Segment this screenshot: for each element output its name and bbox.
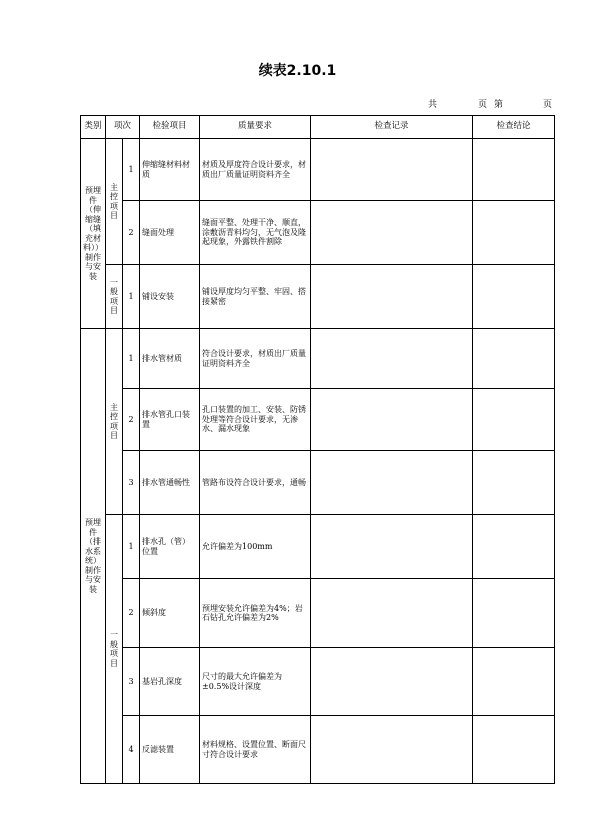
table-row: [81, 648, 555, 716]
group-label-cell: 主控项目: [106, 329, 123, 515]
table-row: [81, 515, 555, 579]
table-row: [81, 265, 555, 329]
conclusion-cell[interactable]: [473, 515, 555, 579]
table-row: [81, 451, 555, 515]
item-no: 2: [123, 389, 140, 451]
item-name: 伸缩缝材料材质: [140, 139, 200, 201]
record-cell[interactable]: [311, 451, 473, 515]
header-item-no: 项次: [106, 116, 140, 139]
record-cell[interactable]: [311, 515, 473, 579]
item-name: 铺设安装: [140, 265, 200, 329]
item-name: 排水管孔口装置: [140, 389, 200, 451]
conclusion-cell[interactable]: [473, 579, 555, 648]
inspection-table: [80, 115, 555, 784]
page-unit-label: 页: [478, 100, 488, 110]
group-label-cell: 一般项目: [106, 515, 123, 784]
category-cell: 预埋件（排水系统）制作与安装: [81, 329, 106, 784]
item-no: 1: [123, 139, 140, 201]
table-row: [81, 139, 555, 201]
header-item: 检验项目: [140, 116, 200, 139]
record-cell[interactable]: [311, 265, 473, 329]
record-cell[interactable]: [311, 389, 473, 451]
conclusion-cell[interactable]: [473, 139, 555, 201]
category-cell: 预埋件（伸缩缝（填充材料））制作与安装: [81, 139, 106, 329]
page-unit-label-2: 页: [543, 100, 553, 110]
item-name: 排水管材质: [140, 329, 200, 389]
conclusion-cell[interactable]: [473, 389, 555, 451]
record-cell[interactable]: [311, 716, 473, 784]
item-requirement: 预埋安装允许偏差为4%；岩石钻孔允许偏差为2%: [200, 579, 311, 648]
item-no: 3: [123, 451, 140, 515]
conclusion-cell[interactable]: [473, 648, 555, 716]
table-row: [81, 716, 555, 784]
header-conclusion: 检查结论: [473, 116, 555, 139]
header-quality: 质量要求: [200, 116, 311, 139]
item-requirement: 孔口装置的加工、安装、防锈处理等符合设计要求，无渗水、漏水现象: [200, 389, 311, 451]
item-no: 1: [123, 515, 140, 579]
record-cell[interactable]: [311, 648, 473, 716]
item-requirement: 铺设厚度均匀平整、牢固、搭接紧密: [200, 265, 311, 329]
header-record: 检查记录: [311, 116, 473, 139]
item-no: 3: [123, 648, 140, 716]
record-cell[interactable]: [311, 201, 473, 265]
item-requirement: 符合设计要求，材质出厂质量证明资料齐全: [200, 329, 311, 389]
table-row: [81, 389, 555, 451]
page-number-label: 第: [494, 100, 504, 110]
item-name: 反滤装置: [140, 716, 200, 784]
item-name: 排水孔（管）位置: [140, 515, 200, 579]
item-requirement: 允许偏差为100mm: [200, 515, 311, 579]
item-name: 排水管通畅性: [140, 451, 200, 515]
item-requirement: 缝面平整、处理干净、顺直，涂敷沥青料均匀，无气泡及隆起现象，外露铁件割除: [200, 201, 311, 265]
item-requirement: 管路布设符合设计要求，通畅: [200, 451, 311, 515]
item-no: 2: [123, 201, 140, 265]
record-cell[interactable]: [311, 329, 473, 389]
table-row: [81, 201, 555, 265]
record-cell[interactable]: [311, 579, 473, 648]
item-requirement: 材料规格、设置位置、断面尺寸符合设计要求: [200, 716, 311, 784]
item-no: 1: [123, 265, 140, 329]
record-cell[interactable]: [311, 139, 473, 201]
item-no: 2: [123, 579, 140, 648]
group-label-cell: 主控项目: [106, 139, 123, 265]
item-requirement: 尺寸的最大允许偏差为±0.5%设计深度: [200, 648, 311, 716]
item-no: 1: [123, 329, 140, 389]
item-name: 基岩孔深度: [140, 648, 200, 716]
table-row: [81, 329, 555, 389]
group-label-cell: 一般项目: [106, 265, 123, 329]
conclusion-cell[interactable]: [473, 201, 555, 265]
conclusion-cell[interactable]: [473, 451, 555, 515]
item-name: 缝面处理: [140, 201, 200, 265]
table-title: 续表2.10.1: [258, 63, 337, 79]
item-name: 倾斜度: [140, 579, 200, 648]
conclusion-cell[interactable]: [473, 329, 555, 389]
item-no: 4: [123, 716, 140, 784]
header-category: 类别: [81, 116, 106, 139]
item-requirement: 材质及厚度符合设计要求，材质出厂质量证明资料齐全: [200, 139, 311, 201]
table-row: [81, 579, 555, 648]
table-header-row: [81, 116, 555, 139]
conclusion-cell[interactable]: [473, 716, 555, 784]
page-total-label: 共: [428, 100, 438, 110]
conclusion-cell[interactable]: [473, 265, 555, 329]
